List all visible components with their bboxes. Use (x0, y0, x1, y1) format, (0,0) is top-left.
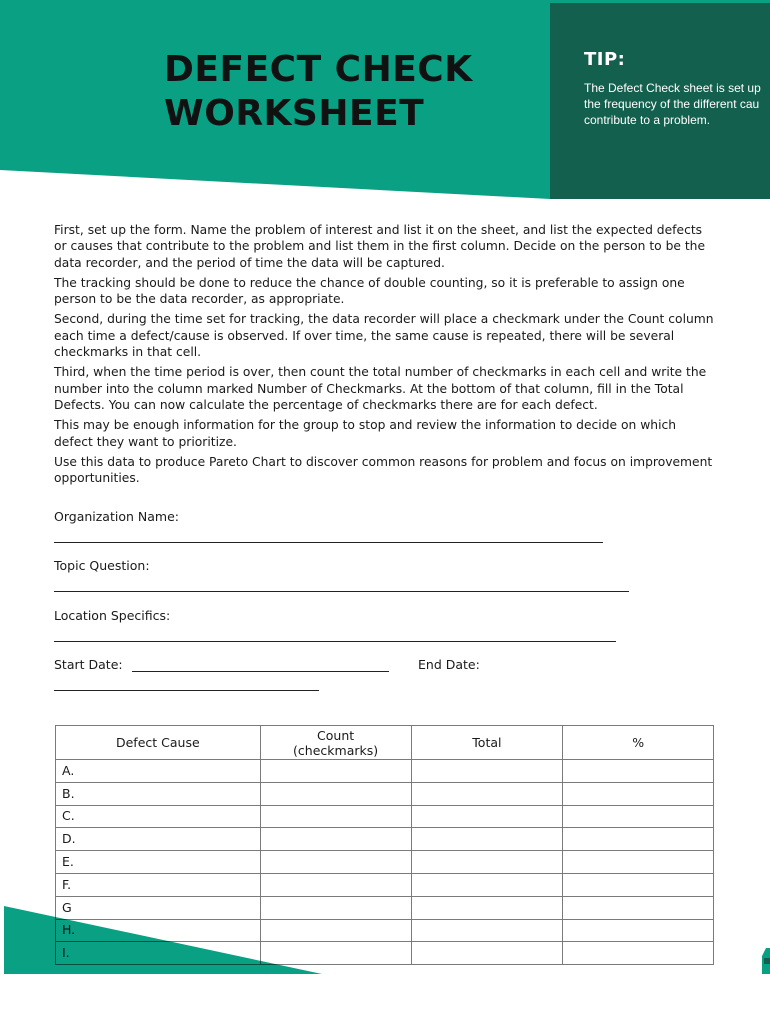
table-row (56, 873, 714, 896)
row-label: C. (56, 805, 261, 828)
organization-label: Organization Name: (54, 509, 179, 524)
paragraph-second: Second, during the time set for tracking, the data recorder will place a checkmark under the Count column each time a defect/cause is observed. If over time, the same cause is repeated, there will be several checkmarks in that cell. (54, 312, 714, 360)
total-cell[interactable] (411, 873, 563, 896)
row-label: B. (56, 782, 261, 805)
table-row (56, 782, 714, 805)
header-count: Count (checkmarks) (260, 726, 411, 760)
corner-dark-shape (764, 958, 770, 964)
organization-line[interactable] (54, 542, 603, 543)
total-cell[interactable] (411, 942, 563, 965)
count-cell[interactable] (260, 828, 411, 851)
footer-decoration (0, 900, 330, 980)
paragraph-review: This may be enough information for the group to stop and review the information to decide on which defect they want to prioritize. (54, 418, 677, 449)
percent-cell[interactable] (563, 851, 714, 874)
tip-text-line-2: the frequency of the different cau (584, 97, 760, 111)
row-label: E. (56, 851, 261, 874)
tip-box (584, 48, 770, 128)
count-cell[interactable] (260, 851, 411, 874)
paragraph-tracking: The tracking should be done to reduce the chance of double counting, so it is preferable to assign one person to be the data recorder, as appropriate. (54, 275, 685, 307)
count-cell[interactable] (260, 873, 411, 896)
footer-teal-triangle (4, 906, 322, 974)
paragraph-third: Third, when the time period is over, then count the total number of checkmarks in each cell and write the number into the column marked Number of Checkmarks. At the bottom of that column, fill in the Total Defects. You can now calculate the percentage of checkmarks there are for each defect. (54, 365, 707, 412)
topic-label: Topic Question: (54, 558, 150, 573)
count-cell[interactable] (260, 782, 411, 805)
paragraph-setup: First, set up the form. Name the problem of interest and list it on the sheet, and list the expected defects or causes that contribute to the problem and list them in the first column. Decide on the person to be the data recorder, and the period of time the data will be captured. (54, 223, 706, 270)
row-label: A. (56, 760, 261, 783)
tip-title: TIP: (584, 49, 626, 70)
percent-cell[interactable] (563, 805, 714, 828)
table-row (56, 851, 714, 874)
corner-decoration (760, 948, 770, 974)
end-date-label: End Date: (418, 657, 480, 672)
total-cell[interactable] (411, 919, 563, 942)
instructions (54, 222, 714, 490)
tip-text (584, 80, 770, 128)
title-line-2: WORKSHEET (164, 93, 425, 134)
table-row (56, 760, 714, 783)
header-percent: % (563, 726, 714, 760)
total-cell[interactable] (411, 782, 563, 805)
table-row (56, 805, 714, 828)
total-cell[interactable] (411, 805, 563, 828)
start-date-line[interactable] (132, 671, 389, 672)
paragraph-pareto: Use this data to produce Pareto Chart to discover common reasons for problem and focus on improvement opportunities. (54, 454, 713, 486)
tip-text-line-1: The Defect Check sheet is set up (584, 81, 761, 95)
count-cell[interactable] (260, 805, 411, 828)
topic-line[interactable] (54, 591, 629, 592)
count-cell[interactable] (260, 760, 411, 783)
table-header-row (56, 726, 714, 760)
tip-text-line-3: contribute to a problem. (584, 113, 711, 127)
percent-cell[interactable] (563, 919, 714, 942)
percent-cell[interactable] (563, 782, 714, 805)
percent-cell[interactable] (563, 942, 714, 965)
row-label: F. (56, 873, 261, 896)
page-title (164, 48, 473, 136)
end-date-line[interactable] (54, 690, 319, 691)
percent-cell[interactable] (563, 873, 714, 896)
percent-cell[interactable] (563, 828, 714, 851)
percent-cell[interactable] (563, 896, 714, 919)
location-line[interactable] (54, 641, 616, 642)
header-defect-cause: Defect Cause (56, 726, 261, 760)
total-cell[interactable] (411, 760, 563, 783)
title-line-1: DEFECT CHECK (164, 49, 473, 90)
total-cell[interactable] (411, 828, 563, 851)
row-label: D. (56, 828, 261, 851)
percent-cell[interactable] (563, 760, 714, 783)
total-cell[interactable] (411, 896, 563, 919)
row-label: G (56, 896, 261, 919)
total-cell[interactable] (411, 851, 563, 874)
location-label: Location Specifics: (54, 608, 171, 623)
start-date-label: Start Date: (54, 657, 123, 672)
table-row (56, 828, 714, 851)
header-total: Total (411, 726, 563, 760)
